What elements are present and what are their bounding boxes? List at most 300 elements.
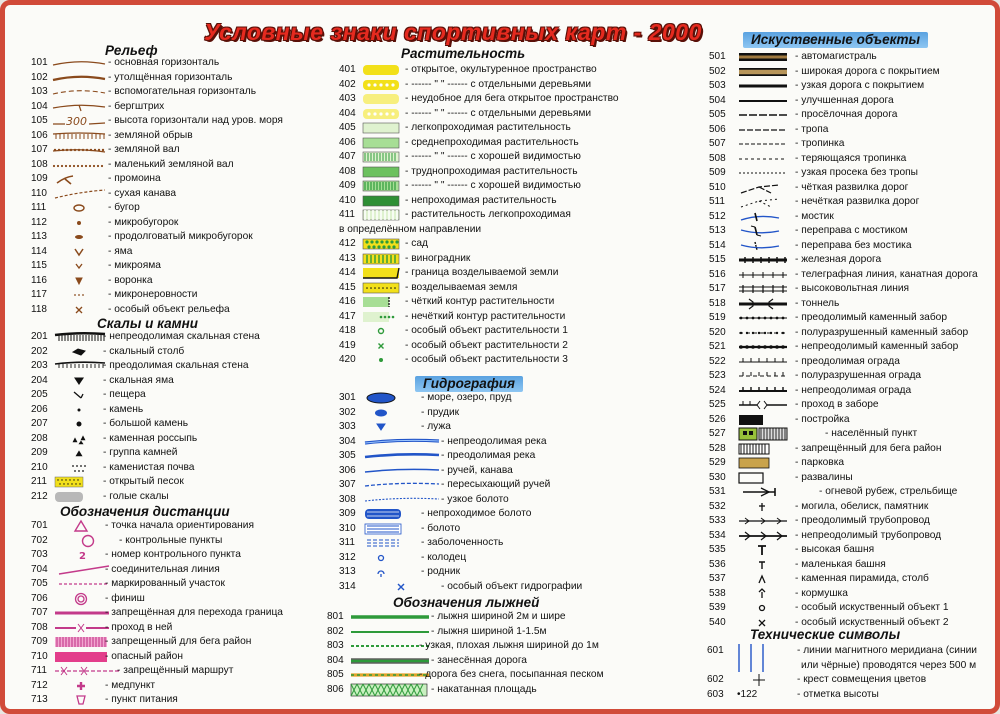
railway-icon	[735, 253, 789, 267]
symbol-description: - высота горизонтали над уров. моря	[108, 115, 283, 126]
symbol-description: - занесённая дорога	[431, 654, 527, 666]
symbol-row-532	[705, 500, 1000, 515]
symbol-description: - просёлочная дорога	[795, 109, 898, 120]
symbol-row-706	[5, 592, 335, 607]
symbol-description: - скальная яма	[103, 374, 174, 386]
symbol-row-117	[5, 288, 335, 303]
bare-rock-icon	[51, 490, 107, 504]
symbol-description: - возделываемая земля	[405, 281, 518, 293]
symbol-row-516	[705, 268, 1000, 283]
symbol-code: 802	[327, 625, 344, 637]
symbol-code: 537	[709, 573, 726, 584]
symbol-description: - скальный столб	[103, 345, 185, 357]
symbol-description: - непреодолимый трубопровод	[795, 529, 942, 541]
symbol-code: 707	[31, 607, 48, 618]
symbol-code: 713	[31, 694, 48, 705]
symbol-code: 602	[707, 674, 724, 685]
symbol-row-511	[705, 195, 1000, 210]
symbol-row-402	[335, 78, 705, 93]
symbol-description: - виноградник	[405, 252, 471, 264]
symbol-row-512	[705, 210, 1000, 225]
symbol-code: 205	[31, 389, 48, 400]
symbol-code: 103	[31, 86, 48, 97]
symbol-code: 412	[339, 238, 356, 249]
symbol-code: 504	[709, 94, 726, 106]
symbol-description: - железная дорога	[795, 254, 882, 265]
section-title-ski: Обозначения лыжней	[393, 595, 540, 610]
symbol-row-107	[5, 143, 335, 158]
tunnel-icon	[735, 297, 789, 311]
symbol-code: 522	[709, 355, 726, 367]
fence-high-icon	[735, 384, 789, 398]
ruin-icon	[735, 471, 789, 485]
symbol-code: 114	[31, 245, 47, 257]
grave-icon	[735, 500, 789, 514]
symbol-description: - особый объект растительности 2	[405, 339, 568, 351]
symbol-description: - открытый песок	[103, 476, 184, 487]
symbol-row-503	[705, 79, 1000, 94]
section-title-vegetation: Растительность	[401, 46, 526, 61]
symbol-code: 401	[339, 64, 356, 75]
sand-icon	[51, 475, 107, 489]
symbol-row-110	[5, 187, 335, 202]
symbol-row-515	[705, 253, 1000, 268]
symbol-row-704	[5, 563, 335, 578]
course-marked-icon	[51, 577, 111, 591]
symbol-code: 536	[709, 558, 726, 570]
symbol-description: - труднопроходимая растительность	[405, 165, 578, 177]
symbol-description: - проход в ней	[105, 621, 173, 633]
symbol-description: - основная горизонталь	[108, 57, 220, 68]
marsh-impassable-icon	[361, 507, 421, 521]
registration-icon	[729, 673, 789, 687]
symbol-code: 309	[339, 508, 356, 519]
symbol-description: - преодолимый трубопровод	[795, 515, 930, 526]
symbol-description: - преодолимая скальная стена	[103, 360, 249, 371]
symbol-description: - преодолимая ограда	[795, 355, 900, 367]
symbol-code: 212	[31, 490, 48, 502]
symbol-code: 506	[709, 123, 726, 135]
symbol-description: - прудик	[421, 406, 460, 418]
symbol-code: 203	[31, 360, 48, 371]
symbol-description: - полуразрушенная ограда	[795, 370, 922, 381]
symbol-row-529	[705, 456, 1000, 471]
symbol-description: - каменная пирамида, столб	[795, 573, 929, 584]
symbol-row-803	[327, 639, 705, 654]
footpath-icon	[735, 123, 789, 137]
symbol-row-305	[335, 449, 705, 464]
symbol-row-805	[327, 668, 705, 683]
section-rocks	[5, 330, 335, 504]
symbol-description: - запрещённый маршрут	[117, 665, 234, 676]
symbol-description: - непроходимое болото	[421, 508, 532, 519]
symbol-row-304	[335, 435, 705, 450]
symbol-code: 116	[31, 274, 47, 286]
symbol-description: - море, озеро, пруд	[421, 392, 512, 403]
firing-range-icon	[735, 485, 813, 499]
symbol-description: - микробугорок	[108, 216, 179, 228]
junction-icon	[735, 181, 789, 195]
symbol-description: - особый объект рельефа	[108, 303, 230, 315]
symbol-code: 518	[709, 297, 726, 309]
cave-icon	[51, 388, 107, 402]
symbol-description: - маркированный участок	[105, 578, 225, 589]
symbol-description: - камень	[103, 403, 144, 415]
symbol-row-113	[5, 230, 335, 245]
symbol-description: - вспомогательная горизонталь	[108, 86, 257, 97]
symbol-code: 527	[709, 428, 726, 439]
symbol-code: 419	[339, 339, 356, 351]
junction-vague-icon	[735, 195, 789, 209]
symbol-description: - особый искуственный объект 1	[795, 602, 949, 613]
symbol-code: 414	[339, 267, 356, 278]
marsh-icon	[361, 522, 421, 536]
symbol-description: - высокая башня	[795, 544, 875, 555]
symbol-row-517	[705, 282, 1000, 297]
symbol-description: - крест совмещения цветов	[797, 674, 927, 685]
stream-icon	[361, 464, 441, 478]
symbol-description: - номер контрольного пункта	[105, 549, 241, 560]
symbol-row-116	[5, 274, 335, 289]
symbol-description: - населённый пункт	[825, 428, 918, 439]
course-finish-icon	[51, 592, 111, 606]
symbol-row-701	[5, 519, 335, 534]
symbol-code: 101	[31, 57, 48, 68]
symbol-code: 531	[709, 486, 726, 497]
symbol-code: 302	[339, 406, 356, 418]
ski-medium-icon	[347, 625, 431, 639]
symbol-row-712	[5, 679, 335, 694]
symbol-description: - телеграфная линия, канатная дорога	[795, 268, 978, 280]
symbol-code: 209	[31, 447, 48, 458]
symbol-row-414	[335, 266, 705, 281]
symbol-code: 420	[339, 354, 356, 365]
symbol-description: - бергштрих	[108, 100, 165, 112]
symbol-row-711	[5, 664, 335, 679]
symbol-description: - могила, обелиск, памятник	[795, 500, 929, 512]
sheet-title: Условные знаки спортивных карт - 2000	[204, 19, 702, 45]
symbol-code: 304	[339, 435, 356, 447]
symbol-description: - лыжня шириной 1-1.5м	[431, 625, 547, 637]
symbol-code: 515	[709, 254, 726, 265]
symbol-description: - проход в заборе	[795, 399, 879, 410]
symbol-row-416	[335, 295, 705, 310]
veg-edge-indistinct-icon	[361, 310, 401, 324]
symbol-code: 702	[31, 534, 48, 546]
symbol-code: 403	[339, 93, 356, 104]
symbol-description: - переправа с мостиком	[795, 225, 908, 236]
broken-icon	[51, 288, 107, 302]
symbol-description: - колодец	[421, 551, 467, 563]
symbol-code: 305	[339, 450, 356, 461]
symbol-row-518	[705, 297, 1000, 312]
symbol-code: 533	[709, 515, 726, 526]
symbol-code: 407	[339, 151, 356, 162]
section-manmade	[705, 50, 1000, 630]
symbol-row-212	[5, 490, 335, 505]
symbol-description: - мостик	[795, 210, 834, 222]
veg-special-3-icon	[361, 353, 401, 367]
veg-orchard-icon	[361, 237, 401, 251]
course-first-aid-icon	[51, 679, 111, 693]
symbol-row-802	[327, 625, 705, 640]
symbol-code: 538	[709, 587, 726, 599]
symbol-row-209	[5, 446, 335, 461]
building-icon	[735, 413, 789, 427]
stream-minor-icon	[361, 478, 441, 492]
symbol-description: - открытое, окультуренное пространство	[405, 64, 597, 75]
symbol-description: - запрещенный для бега район	[105, 636, 252, 647]
symbol-row-713	[5, 693, 335, 708]
symbol-code: 308	[339, 493, 356, 505]
symbol-code: 404	[339, 107, 356, 119]
section-title-technical: Технические символы	[750, 627, 901, 642]
symbol-description: - высоковольтная линия	[795, 283, 910, 294]
symbol-description: - непреодолимая скальная стена	[103, 331, 260, 342]
symbol-code: 801	[327, 611, 344, 622]
rock-pit-icon	[51, 374, 107, 388]
symbol-code: 204	[31, 374, 48, 386]
symbol-code: 804	[327, 654, 344, 666]
ski-area-icon	[347, 683, 431, 697]
symbol-description: - чёткий контур растительности	[405, 296, 555, 307]
symbol-description: - неудобное для бега открытое пространство	[405, 93, 619, 104]
symbol-description: - преодолимый каменный забор	[795, 312, 947, 323]
symbol-row-504	[705, 94, 1000, 109]
symbol-row-207	[5, 417, 335, 432]
pond-icon	[361, 406, 421, 420]
symbol-code: 705	[31, 578, 48, 589]
symbol-row-309	[335, 507, 705, 522]
symbol-code: 418	[339, 325, 356, 336]
symbol-row-502	[705, 65, 1000, 80]
symbol-row-527	[705, 427, 1000, 442]
symbol-row-523	[705, 369, 1000, 384]
cairn-icon	[735, 572, 789, 586]
symbol-description: - медпункт	[105, 679, 156, 691]
symbol-code: 516	[709, 268, 726, 280]
symbol-description: - соединительная линия	[105, 563, 220, 575]
symbol-description-continued: или чёрные) проводятся через 500 м	[801, 659, 977, 671]
symbol-code: 201	[31, 331, 48, 342]
symbol-code: 210	[31, 461, 48, 473]
symbol-row-403	[335, 92, 705, 107]
symbol-row-537	[705, 572, 1000, 587]
symbol-code: 118	[31, 303, 47, 315]
veg-slow-vis-icon	[361, 150, 401, 164]
symbol-row-514	[705, 239, 1000, 254]
symbol-row-538	[705, 587, 1000, 602]
pipeline-icon	[735, 514, 789, 528]
symbol-code: 520	[709, 326, 726, 338]
ski-snowed-icon	[347, 654, 431, 668]
symbol-row-401	[335, 63, 705, 78]
symbol-code: 108	[31, 158, 48, 170]
section-title-manmade: Искуственные объекты	[743, 32, 928, 48]
symbol-row-513	[705, 224, 1000, 239]
symbol-code: 509	[709, 167, 726, 178]
symbol-code: 523	[709, 370, 726, 381]
symbol-description: - чёткая развилка дорог	[795, 181, 909, 193]
symbol-row-601	[705, 644, 1000, 673]
section-technical	[705, 644, 1000, 702]
symbol-row-314	[335, 580, 705, 595]
crossing-bridge-icon	[735, 224, 789, 238]
symbol-description: - непроходимая растительность	[405, 194, 557, 206]
symbol-code: 307	[339, 479, 356, 490]
symbol-row-204	[5, 374, 335, 389]
veg-walk-vis-icon	[361, 179, 401, 193]
symbol-code: 314	[339, 580, 356, 592]
symbol-code: 512	[709, 210, 726, 222]
symbol-row-109	[5, 172, 335, 187]
symbol-description: - каменная россыпь	[103, 432, 198, 444]
symbol-code: 526	[709, 413, 726, 425]
symbol-code: 530	[709, 471, 726, 483]
symbol-description: - полуразрушенный каменный забор	[795, 326, 969, 338]
lake-icon	[361, 391, 421, 405]
section-hydro	[335, 391, 705, 594]
symbol-description: - пункт питания	[105, 694, 178, 705]
symbol-description: - болото	[421, 522, 461, 534]
symbol-code: 410	[339, 194, 356, 206]
symbol-description: - сад	[405, 238, 428, 249]
symbol-code: 805	[327, 669, 344, 680]
symbol-row-539	[705, 601, 1000, 616]
symbol-row-201	[5, 330, 335, 345]
stone-wall-high-icon	[735, 340, 789, 354]
symbol-description: - переправа без мостика	[795, 239, 912, 251]
symbol-code: 405	[339, 122, 356, 133]
symbol-code: 519	[709, 312, 726, 323]
veg-direction-icon	[361, 208, 401, 222]
symbol-description: - пещера	[103, 389, 146, 400]
symbol-code: 711	[31, 665, 47, 676]
symbol-code: 211	[31, 476, 47, 487]
symbol-description: - ручей, канава	[441, 464, 513, 476]
symbol-row-303	[335, 420, 705, 435]
symbol-description: - тропинка	[795, 138, 845, 149]
symbol-code: 111	[31, 202, 47, 213]
symbol-description: - запрещённый для бега район	[795, 442, 942, 454]
symbol-row-106	[5, 129, 335, 144]
stone-wall-icon	[735, 311, 789, 325]
symbol-description: - узкая просека без тропы	[795, 167, 918, 178]
symbol-code: 107	[31, 144, 48, 155]
symbol-row-418	[335, 324, 705, 339]
symbol-row-312	[335, 551, 705, 566]
symbol-description: - промоина	[108, 173, 161, 184]
course-danger-icon	[51, 650, 111, 664]
symbol-description: - утолщённая горизонталь	[108, 71, 233, 83]
symbol-description: - земляной вал	[108, 144, 180, 155]
knoll-icon	[51, 201, 107, 215]
course-crossing-icon	[51, 621, 111, 635]
symbol-description: - микрояма	[108, 260, 161, 271]
symbol-description: - автомагистраль	[795, 51, 877, 62]
contour-label-icon	[51, 114, 107, 128]
symbol-description: - легкопроходимая растительность	[405, 122, 571, 133]
symbol-code: 310	[339, 522, 356, 534]
symbol-code: 503	[709, 80, 726, 91]
symbol-description: - контрольные пункты	[119, 534, 223, 546]
veg-rough-trees-icon	[361, 107, 401, 121]
symbol-description: - маленький земляной вал	[108, 158, 234, 170]
symbol-row-419	[335, 339, 705, 354]
stony-icon	[51, 461, 107, 475]
symbol-description: - большой камень	[103, 418, 189, 429]
symbol-description: - яма	[108, 245, 133, 257]
symbol-code: 517	[709, 283, 726, 294]
symbol-row-535	[705, 543, 1000, 558]
symbol-row-801	[327, 610, 705, 625]
road-improved-icon	[735, 94, 789, 108]
symbol-row-505	[705, 108, 1000, 123]
symbol-row-602	[705, 673, 1000, 688]
symbol-row-101	[5, 56, 335, 71]
course-number-icon	[51, 548, 111, 562]
symbol-code: 109	[31, 173, 48, 184]
symbol-description: - лужа	[421, 421, 451, 432]
symbol-description: - опасный район	[105, 650, 183, 662]
rock-wall-icon	[51, 359, 107, 373]
symbol-row-408	[335, 165, 705, 180]
symbol-row-531	[705, 485, 1000, 500]
veg-special-2-icon	[361, 339, 401, 353]
pit-icon	[51, 245, 107, 259]
symbol-code: 540	[709, 616, 726, 628]
symbol-code: 535	[709, 544, 726, 555]
symbol-row-108	[5, 158, 335, 173]
symbol-row-310	[335, 522, 705, 537]
symbol-code: 712	[31, 679, 48, 691]
symbol-description: - ------ " " ------ с хорошей видимостью	[405, 180, 581, 191]
symbol-description: - тропа	[795, 123, 829, 135]
motorway-icon	[735, 50, 789, 64]
veg-open-icon	[361, 63, 401, 77]
symbol-row-709	[5, 635, 335, 650]
symbol-code: 708	[31, 621, 48, 633]
symbol-code: 539	[709, 602, 726, 613]
symbol-description: - точка начала ориентирования	[105, 520, 254, 531]
symbol-code: 207	[31, 418, 48, 429]
symbol-code: 703	[31, 549, 48, 560]
section-vegetation	[335, 63, 705, 368]
symbol-code: 202	[31, 345, 48, 357]
symbol-code: 701	[31, 520, 48, 531]
symbol-row-415	[335, 281, 705, 296]
bergstrich-icon	[51, 100, 107, 114]
spot-height-label: •122	[737, 688, 758, 700]
contour-icon	[51, 56, 107, 70]
symbol-description: - микронеровности	[108, 289, 198, 300]
symbol-description: - теряющаяся тропинка	[795, 152, 907, 164]
symbol-description: - граница возделываемой земли	[405, 267, 559, 278]
symbol-code: 603	[707, 688, 724, 700]
symbol-description: - огневой рубеж, стрельбище	[819, 486, 958, 497]
symbol-description: - голые скалы	[103, 490, 169, 502]
feeder-icon	[735, 587, 789, 601]
symbol-row-707	[5, 606, 335, 621]
veg-slow-icon	[361, 136, 401, 150]
meridian-icon	[729, 644, 789, 672]
symbol-code: 525	[709, 399, 726, 410]
symbol-row-526	[705, 413, 1000, 428]
symbol-code: 803	[327, 640, 344, 651]
symbol-row-506	[705, 123, 1000, 138]
symbol-row-301	[335, 391, 705, 406]
symbol-row-114	[5, 245, 335, 260]
